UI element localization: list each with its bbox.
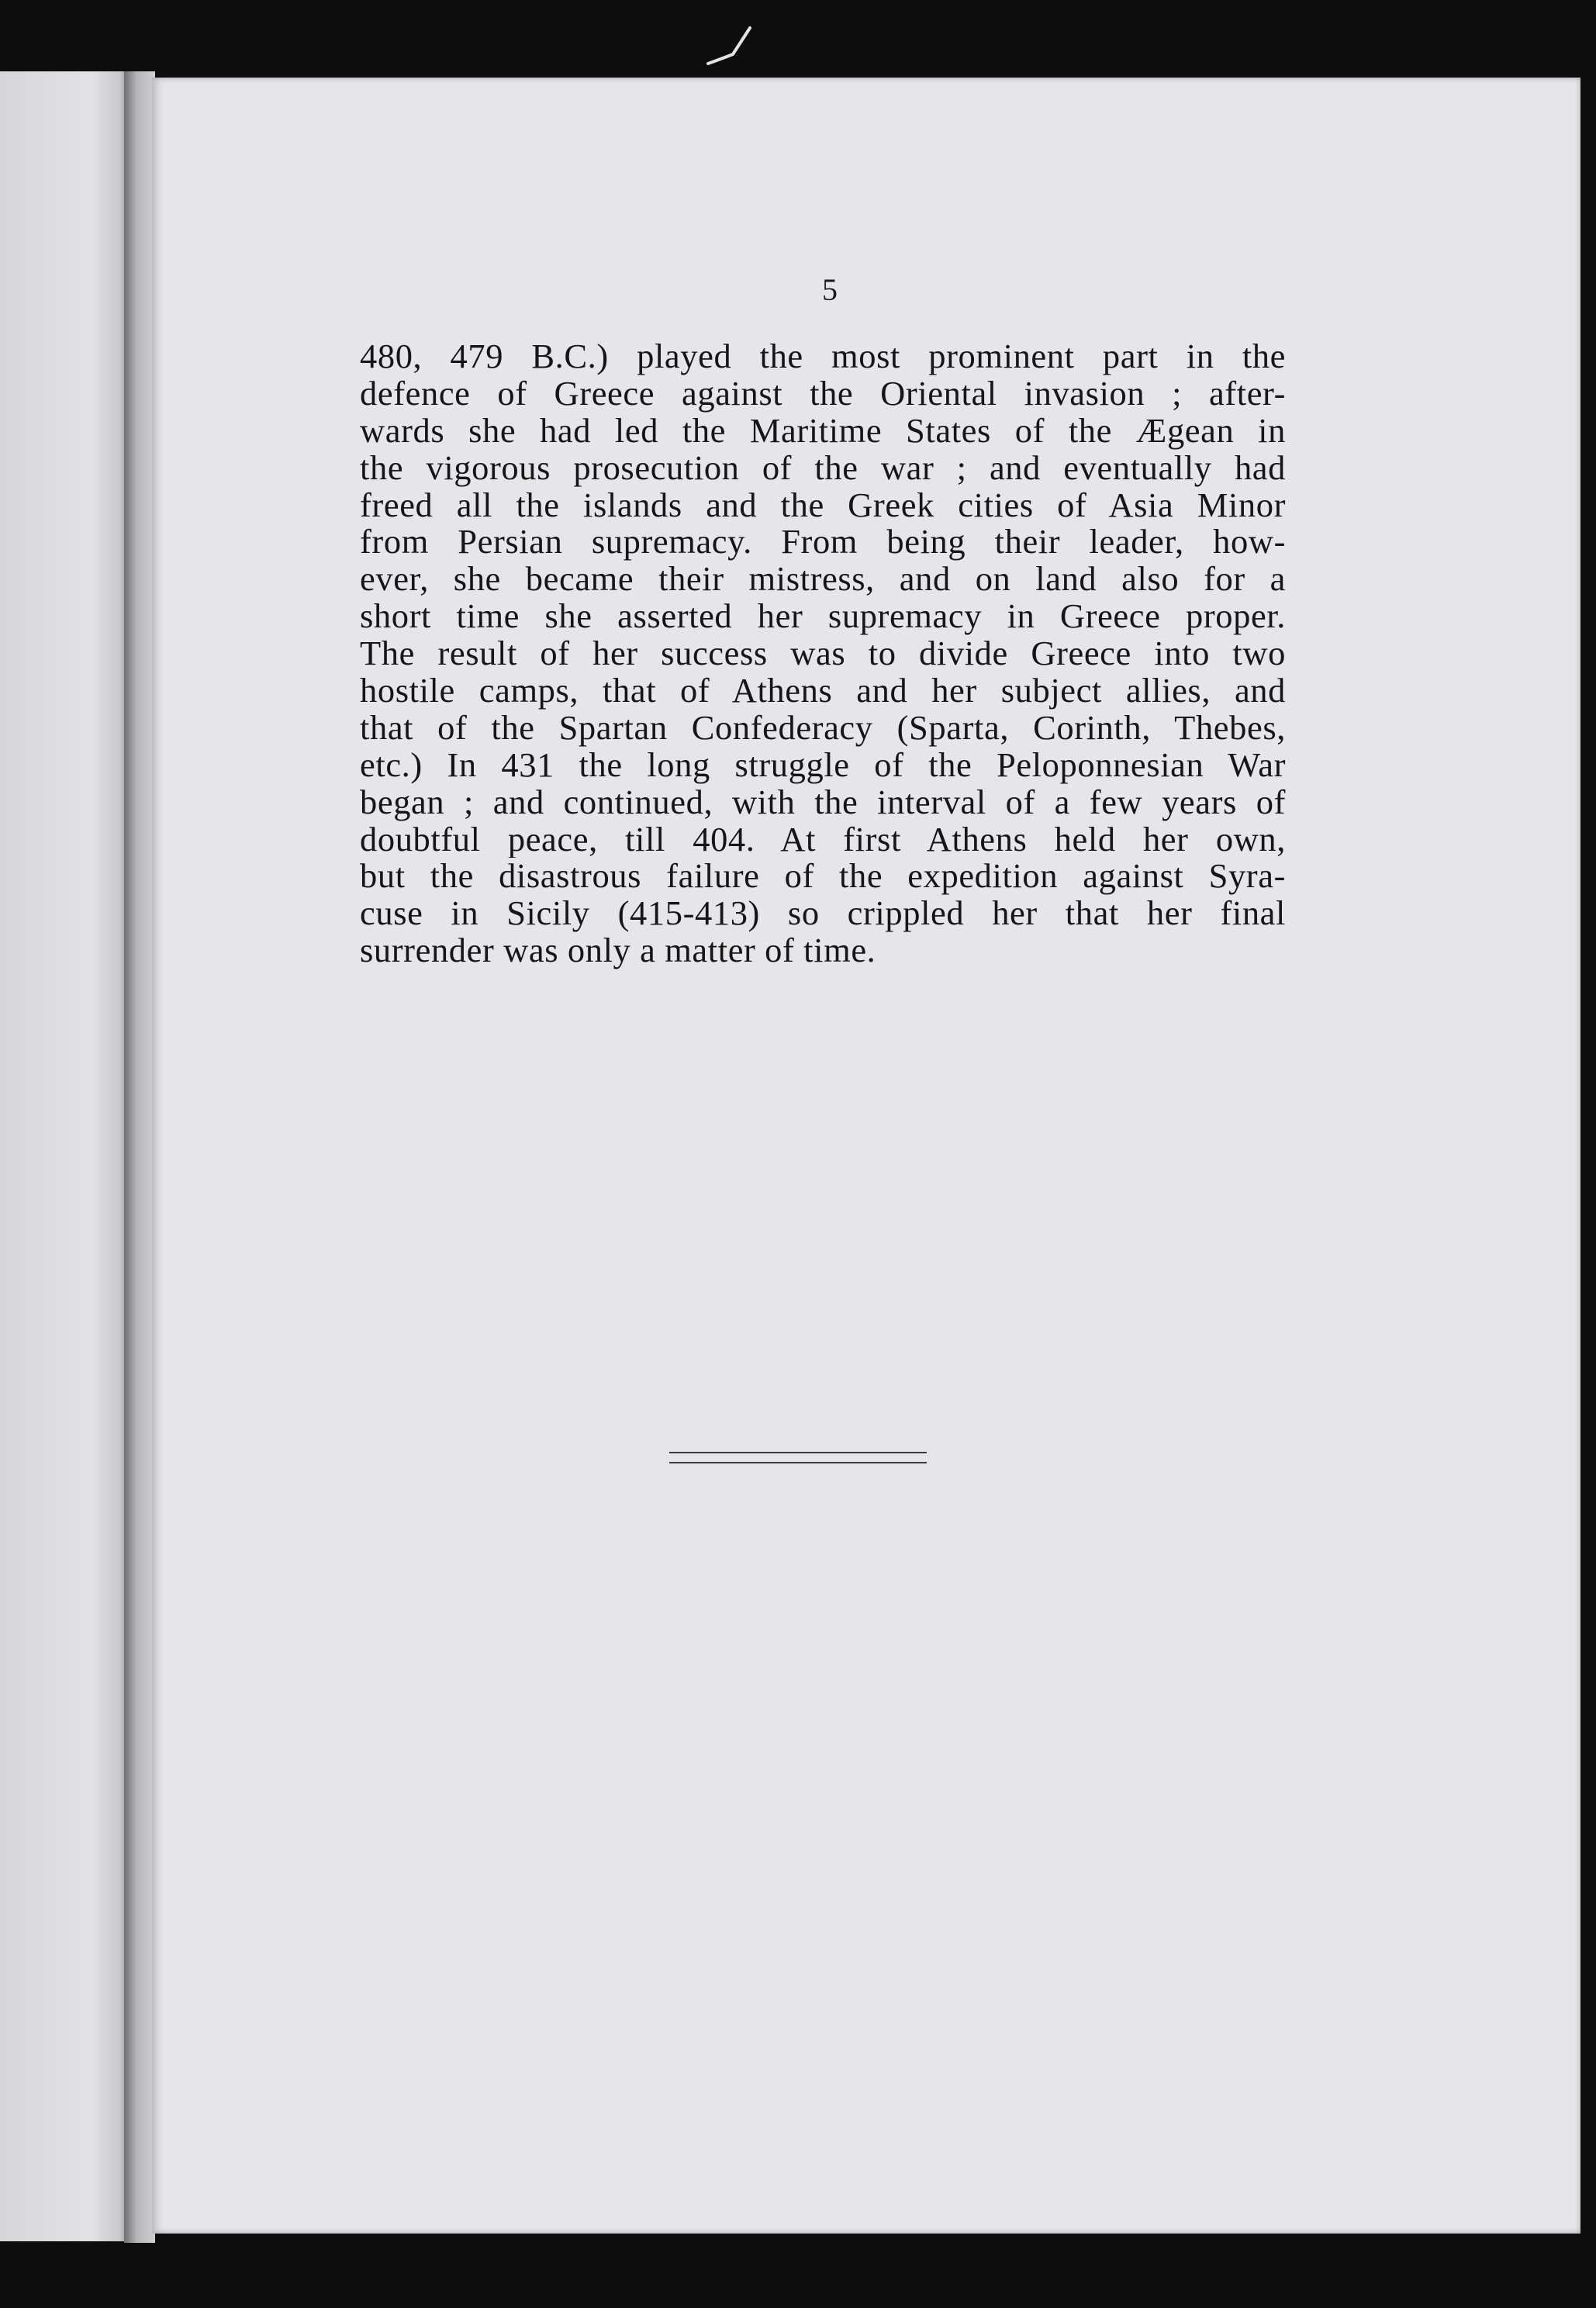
text-line: defence of Greece against the Oriental invasion ; after- xyxy=(360,375,1286,413)
text-line: doubtful peace, till 404. At first Athens held her own, xyxy=(360,821,1286,859)
section-divider-rule xyxy=(669,1462,927,1463)
text-line: from Persian supremacy. From being their leader, how- xyxy=(360,523,1286,561)
text-line: cuse in Sicily (415-413) so crippled her that her final xyxy=(360,895,1286,933)
page-number: 5 xyxy=(822,272,838,307)
text-line: surrender was only a matter of time. xyxy=(360,932,876,970)
scan-mark-glyph xyxy=(702,23,756,70)
text-line: ever, she became their mistress, and on land also for a xyxy=(360,561,1286,599)
text-line: etc.) In 431 the long struggle of the Peloponnesian War xyxy=(360,746,1286,784)
text-line: freed all the islands and the Greek cities of Asia Minor xyxy=(360,486,1286,524)
text-line: began ; and continued, with the interval of a few years of xyxy=(360,783,1286,821)
facing-page-edge xyxy=(0,71,130,2241)
text-line: hostile camps, that of Athens and her subject allies, and xyxy=(360,672,1286,710)
section-divider-rule xyxy=(669,1452,927,1453)
text-line: but the disastrous failure of the expedition against Syra- xyxy=(360,858,1286,896)
book-gutter xyxy=(124,71,155,2243)
text-line: 480, 479 B.C.) played the most prominent part in the xyxy=(360,338,1286,375)
body-paragraph xyxy=(360,338,1286,969)
text-line: short time she asserted her supremacy in Greece proper. xyxy=(360,598,1286,636)
text-line: wards she had led the Maritime States of the Ægean in xyxy=(360,412,1286,450)
scan-bottom-border xyxy=(0,2243,1596,2308)
text-line: The result of her success was to divide Greece into two xyxy=(360,635,1286,673)
text-line: the vigorous prosecution of the war ; and eventually had xyxy=(360,449,1286,487)
text-line: that of the Spartan Confederacy (Sparta, Corinth, Thebes, xyxy=(360,709,1286,747)
